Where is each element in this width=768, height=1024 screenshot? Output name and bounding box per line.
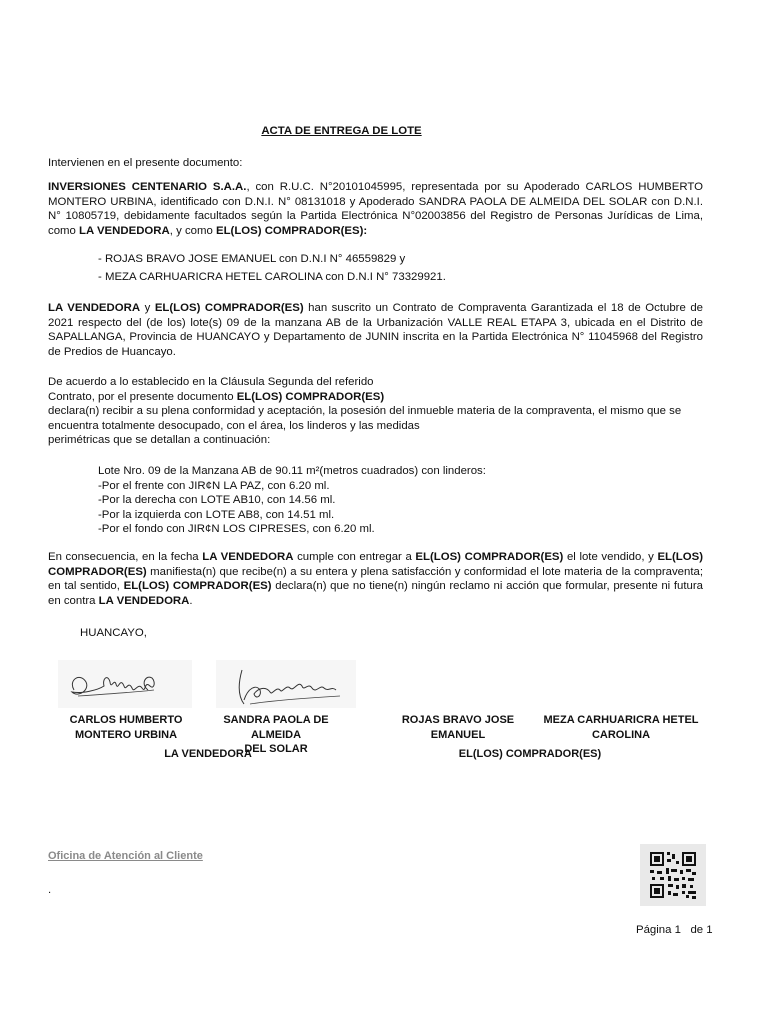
signature-almeida-image	[216, 660, 356, 708]
p4-text-1: En consecuencia, en la fecha	[48, 551, 203, 563]
p2-y: y	[140, 302, 155, 314]
page-number	[636, 923, 713, 938]
signer-name-line: ROJAS BRAVO JOSE	[401, 714, 515, 726]
p4-vendedora: LA VENDEDORA	[202, 551, 294, 563]
p3-line: encuentra totalmente desocupado, con el área, los linderos y las medidas	[48, 419, 420, 432]
seller-role-label: LA VENDEDORA	[164, 748, 252, 760]
p3-line-2a: Contrato, por el presente documento	[48, 390, 237, 403]
lote-line: -Por el frente con JIR¢N LA PAZ, con 6.20 ml.	[98, 479, 330, 492]
signer-meza	[540, 713, 702, 742]
p1-text-2: , y como	[169, 224, 216, 237]
qr-code-icon	[640, 844, 706, 906]
p1-comprador: EL(LOS) COMPRADOR(ES):	[215, 224, 368, 237]
delivery-paragraph	[48, 550, 703, 608]
p4-comprador-3: EL(LOS) COMPRADOR(ES)	[123, 580, 272, 593]
lote-line: -Por la derecha con LOTE AB10, con 14.56 ml.	[98, 494, 336, 507]
qr-code	[640, 844, 706, 906]
p4-text-5: declara(n) que no tiene(n) ningún reclamo ni acción que formular, presente ni futura en contra	[48, 580, 703, 607]
parties-paragraph	[48, 180, 703, 238]
p2-text: han suscrito un Contrato de Compraventa Garantizada el 18 de Octubre de 2021 respecto del (de los) lote(s) 09 de la manzana AB de la Urbanización VALLE REAL ETAPA 3, ubicada en el Distrito de SAPALLANGA, Provincia de HUANCAYO y Departamento de JUNIN inscrita en la Partida Electrónica N° 11045968 del Registro de Predios de Huancayo.	[48, 302, 703, 358]
signer-montero	[48, 713, 204, 742]
p4-vendedora-2: LA VENDEDORA	[98, 594, 190, 607]
customer-service-link[interactable]: Oficina de Atención al Cliente	[48, 850, 203, 862]
signer-name-line: EMANUEL	[430, 728, 486, 741]
signer-name-line: CAROLINA	[591, 728, 651, 741]
signer-name-line: MONTERO URBINA	[74, 728, 178, 741]
p3-comprador: EL(LOS) COMPRADOR(ES)	[236, 390, 385, 403]
document-title: ACTA DE ENTREGA DE LOTE	[261, 125, 422, 137]
buyer-line: - ROJAS BRAVO JOSE EMANUEL con D.N.I N° 46559829 y	[98, 253, 406, 265]
contract-paragraph	[48, 301, 703, 359]
lote-line: -Por el fondo con JIR¢N LOS CIPRESES, con 6.20 ml.	[98, 523, 375, 536]
lote-line: Lote Nro. 09 de la Manzana AB de 90.11 m²(metros cuadrados) con linderos:	[98, 465, 486, 477]
signer-name-line: DEL SOLAR	[244, 743, 308, 756]
lote-boundaries	[98, 464, 486, 537]
dot-mark: .	[48, 884, 52, 896]
p1-text-1: , con R.U.C. N°20101045995, representada por su Apoderado CARLOS HUMBERTO MONTERO URBINA, identificado con D.N.I. N° 08131018 y Apoderado SANDRA PAOLA DE ALMEIDA DEL SOLAR con D.N.I. N° 10805719, debidamente facultados según la Partida Electrónica N°02003856 del Registro de Personas Jurídicas de Lima, como	[48, 181, 703, 237]
lote-line: -Por la izquierda con LOTE AB8, con 14.51 ml.	[98, 508, 335, 521]
p4-text-3: el lote vendido, y	[563, 551, 658, 563]
page-label: Página 1	[636, 924, 681, 936]
p3-line: perimétricas que se detallan a continuación:	[48, 434, 271, 447]
p4-text-2: cumple con entregar a	[293, 551, 416, 563]
city-label: HUANCAYO,	[80, 627, 147, 639]
signature-montero-image	[58, 660, 192, 708]
p2-comprador: EL(LOS) COMPRADOR(ES)	[154, 302, 304, 314]
signer-name-line: SANDRA PAOLA DE ALMEIDA	[223, 714, 329, 741]
p4-comprador-1: EL(LOS) COMPRADOR(ES)	[415, 551, 564, 563]
p1-vendedora: LA VENDEDORA	[79, 224, 170, 237]
acceptance-paragraph	[48, 375, 708, 448]
p4-text-6: .	[189, 594, 193, 607]
p4-comprador-2: EL(LOS) COMPRADOR(ES)	[48, 551, 703, 578]
p3-line	[48, 390, 708, 405]
company-name: INVERSIONES CENTENARIO S.A.A.	[48, 181, 247, 193]
p2-vendedora: LA VENDEDORA	[48, 302, 141, 314]
p3-line: declara(n) recibir a su plena conformidad y aceptación, la posesión del inmueble materia de la compraventa, el mismo que se	[48, 405, 682, 418]
page-of: de 1	[690, 924, 713, 936]
intro-text: Intervienen en el presente documento:	[48, 157, 243, 169]
signer-name-line: CARLOS HUMBERTO	[69, 714, 183, 726]
p4-text-4: manifiesta(n) que recibe(n) a su entera y plena satisfacción y conformidad el lote materia de la compraventa; en tal sentido,	[48, 565, 703, 593]
signer-rojas	[384, 713, 532, 742]
buyer-line: - MEZA CARHUARICRA HETEL CAROLINA con D.N.I N° 73329921.	[98, 271, 446, 283]
p3-line: De acuerdo a lo establecido en la Cláusula Segunda del referido	[48, 376, 374, 388]
buyer-role-label: EL(LOS) COMPRADOR(ES)	[458, 748, 602, 760]
signer-name-line: MEZA CARHUARICRA HETEL	[543, 714, 699, 726]
